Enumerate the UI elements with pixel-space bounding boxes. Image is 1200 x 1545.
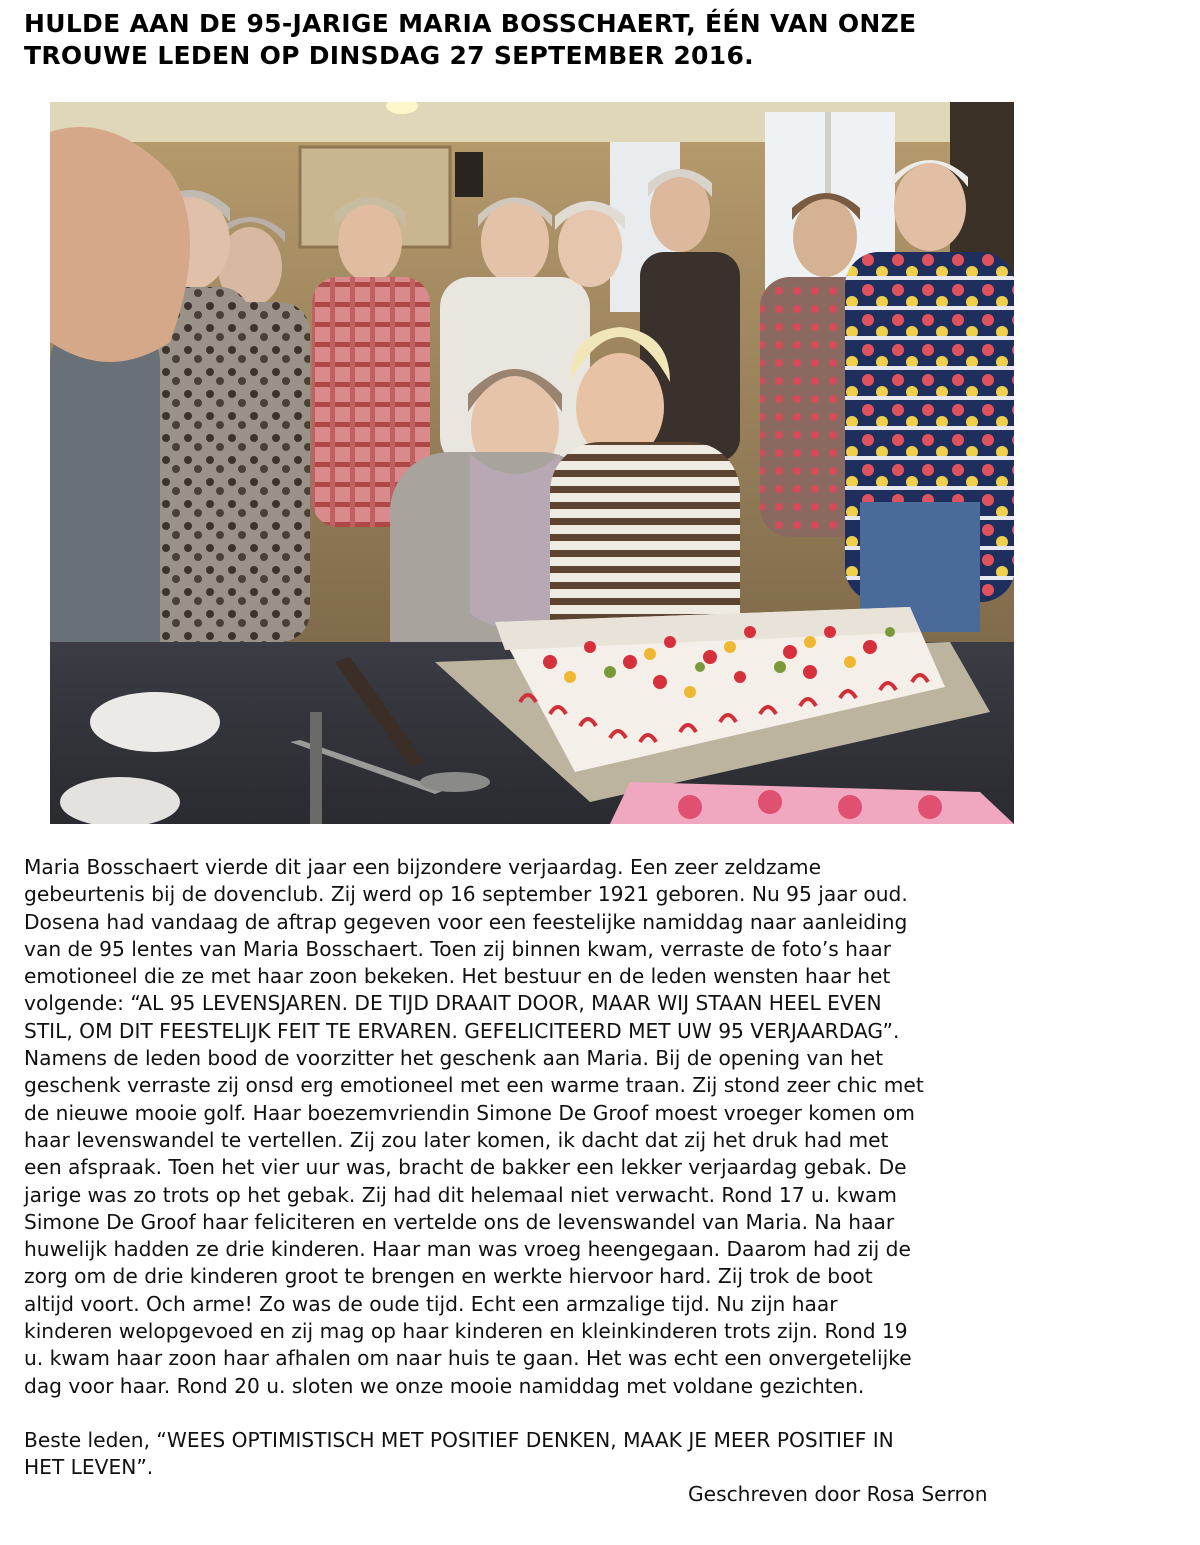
author-signature: Geschreven door Rosa Serron	[688, 1482, 988, 1506]
article-body	[24, 854, 1184, 1400]
title-line: TROUWE LEDEN OP DINSDAG 27 SEPTEMBER 2016.	[24, 41, 754, 70]
article-line: kinderen welopgevoed en zij mag op haar kinderen en kleinkinderen trots zijn. Rond 19	[24, 1319, 908, 1344]
closing-line: Beste leden, “WEES OPTIMISTISCH MET POSITIEF DENKEN, MAAK JE MEER POSITIEF IN	[24, 1428, 894, 1452]
article-line: volgende: “AL 95 LEVENSJAREN. DE TIJD DRAAIT DOOR, MAAR WIJ STAAN HEEL EVEN	[24, 991, 882, 1016]
article-line: huwelijk hadden ze drie kinderen. Haar man was vroeg heengegaan. Daarom had zij de	[24, 1237, 911, 1262]
article-line: de nieuwe mooie golf. Haar boezemvriendin Simone De Groof moest vroeger komen om	[24, 1100, 915, 1125]
article-line: gebeurtenis bij de dovenclub. Zij werd op 16 september 1921 geboren. Nu 95 jaar oud.	[24, 882, 908, 907]
title-line: HULDE AAN DE 95-JARIGE MARIA BOSSCHAERT, ÉÉN VAN ONZE	[24, 9, 917, 38]
article-line: Dosena had vandaag de aftrap gegeven voor een feestelijke namiddag naar aanleiding	[24, 909, 908, 934]
article-line: geschenk verraste zij onsd erg emotioneel met een warme traan. Zij stond zeer chic met	[24, 1073, 924, 1098]
article-line: jarige was zo trots op het gebak. Zij had dit helemaal niet verwacht. Rond 17 u. kwam	[24, 1182, 897, 1207]
article-line: altijd voort. Och arme! Zo was de oude tijd. Echt een armzalige tijd. Nu zijn haar	[24, 1291, 838, 1316]
article-line: emotioneel die ze met haar zoon bekeken. Het bestuur en de leden wensten haar het	[24, 964, 891, 989]
article-line: een afspraak. Toen het vier uur was, bracht de bakker een lekker verjaardag gebak. De	[24, 1155, 907, 1180]
article-line: van de 95 lentes van Maria Bosschaert. Toen zij binnen kwam, verraste de foto’s haar	[24, 936, 892, 961]
article-line: Maria Bosschaert vierde dit jaar een bijzondere verjaardag. Een zeer zeldzame	[24, 855, 822, 879]
article-line: u. kwam haar zoon haar afhalen om naar huis te gaan. Het was echt een onvergetelijke	[24, 1346, 912, 1371]
article-line: Simone De Groof haar feliciteren en vertelde ons de levenswandel van Maria. Na haar	[24, 1209, 895, 1234]
closing-line: HET LEVEN”.	[24, 1455, 154, 1480]
birthday-photo	[50, 102, 1014, 824]
article-line: Namens de leden bood de voorzitter het geschenk aan Maria. Bij de opening van het	[24, 1046, 884, 1071]
article-line: zorg om de drie kinderen groot te brengen en werkte hiervoor hard. Zij trok de boot	[24, 1264, 873, 1289]
article-line: dag voor haar. Rond 20 u. sloten we onze mooie namiddag met voldane gezichten.	[24, 1373, 865, 1398]
article-line: STIL, OM DIT FEESTELIJK FEIT TE ERVAREN. GEFELICITEERD MET UW 95 VERJAARDAG”.	[24, 1018, 900, 1043]
article-title	[24, 8, 1124, 72]
article-line: haar levenswandel te vertellen. Zij zou later komen, ik dacht dat zij het druk had met	[24, 1127, 889, 1152]
photo-image	[50, 102, 1014, 824]
closing-message	[24, 1427, 1184, 1482]
